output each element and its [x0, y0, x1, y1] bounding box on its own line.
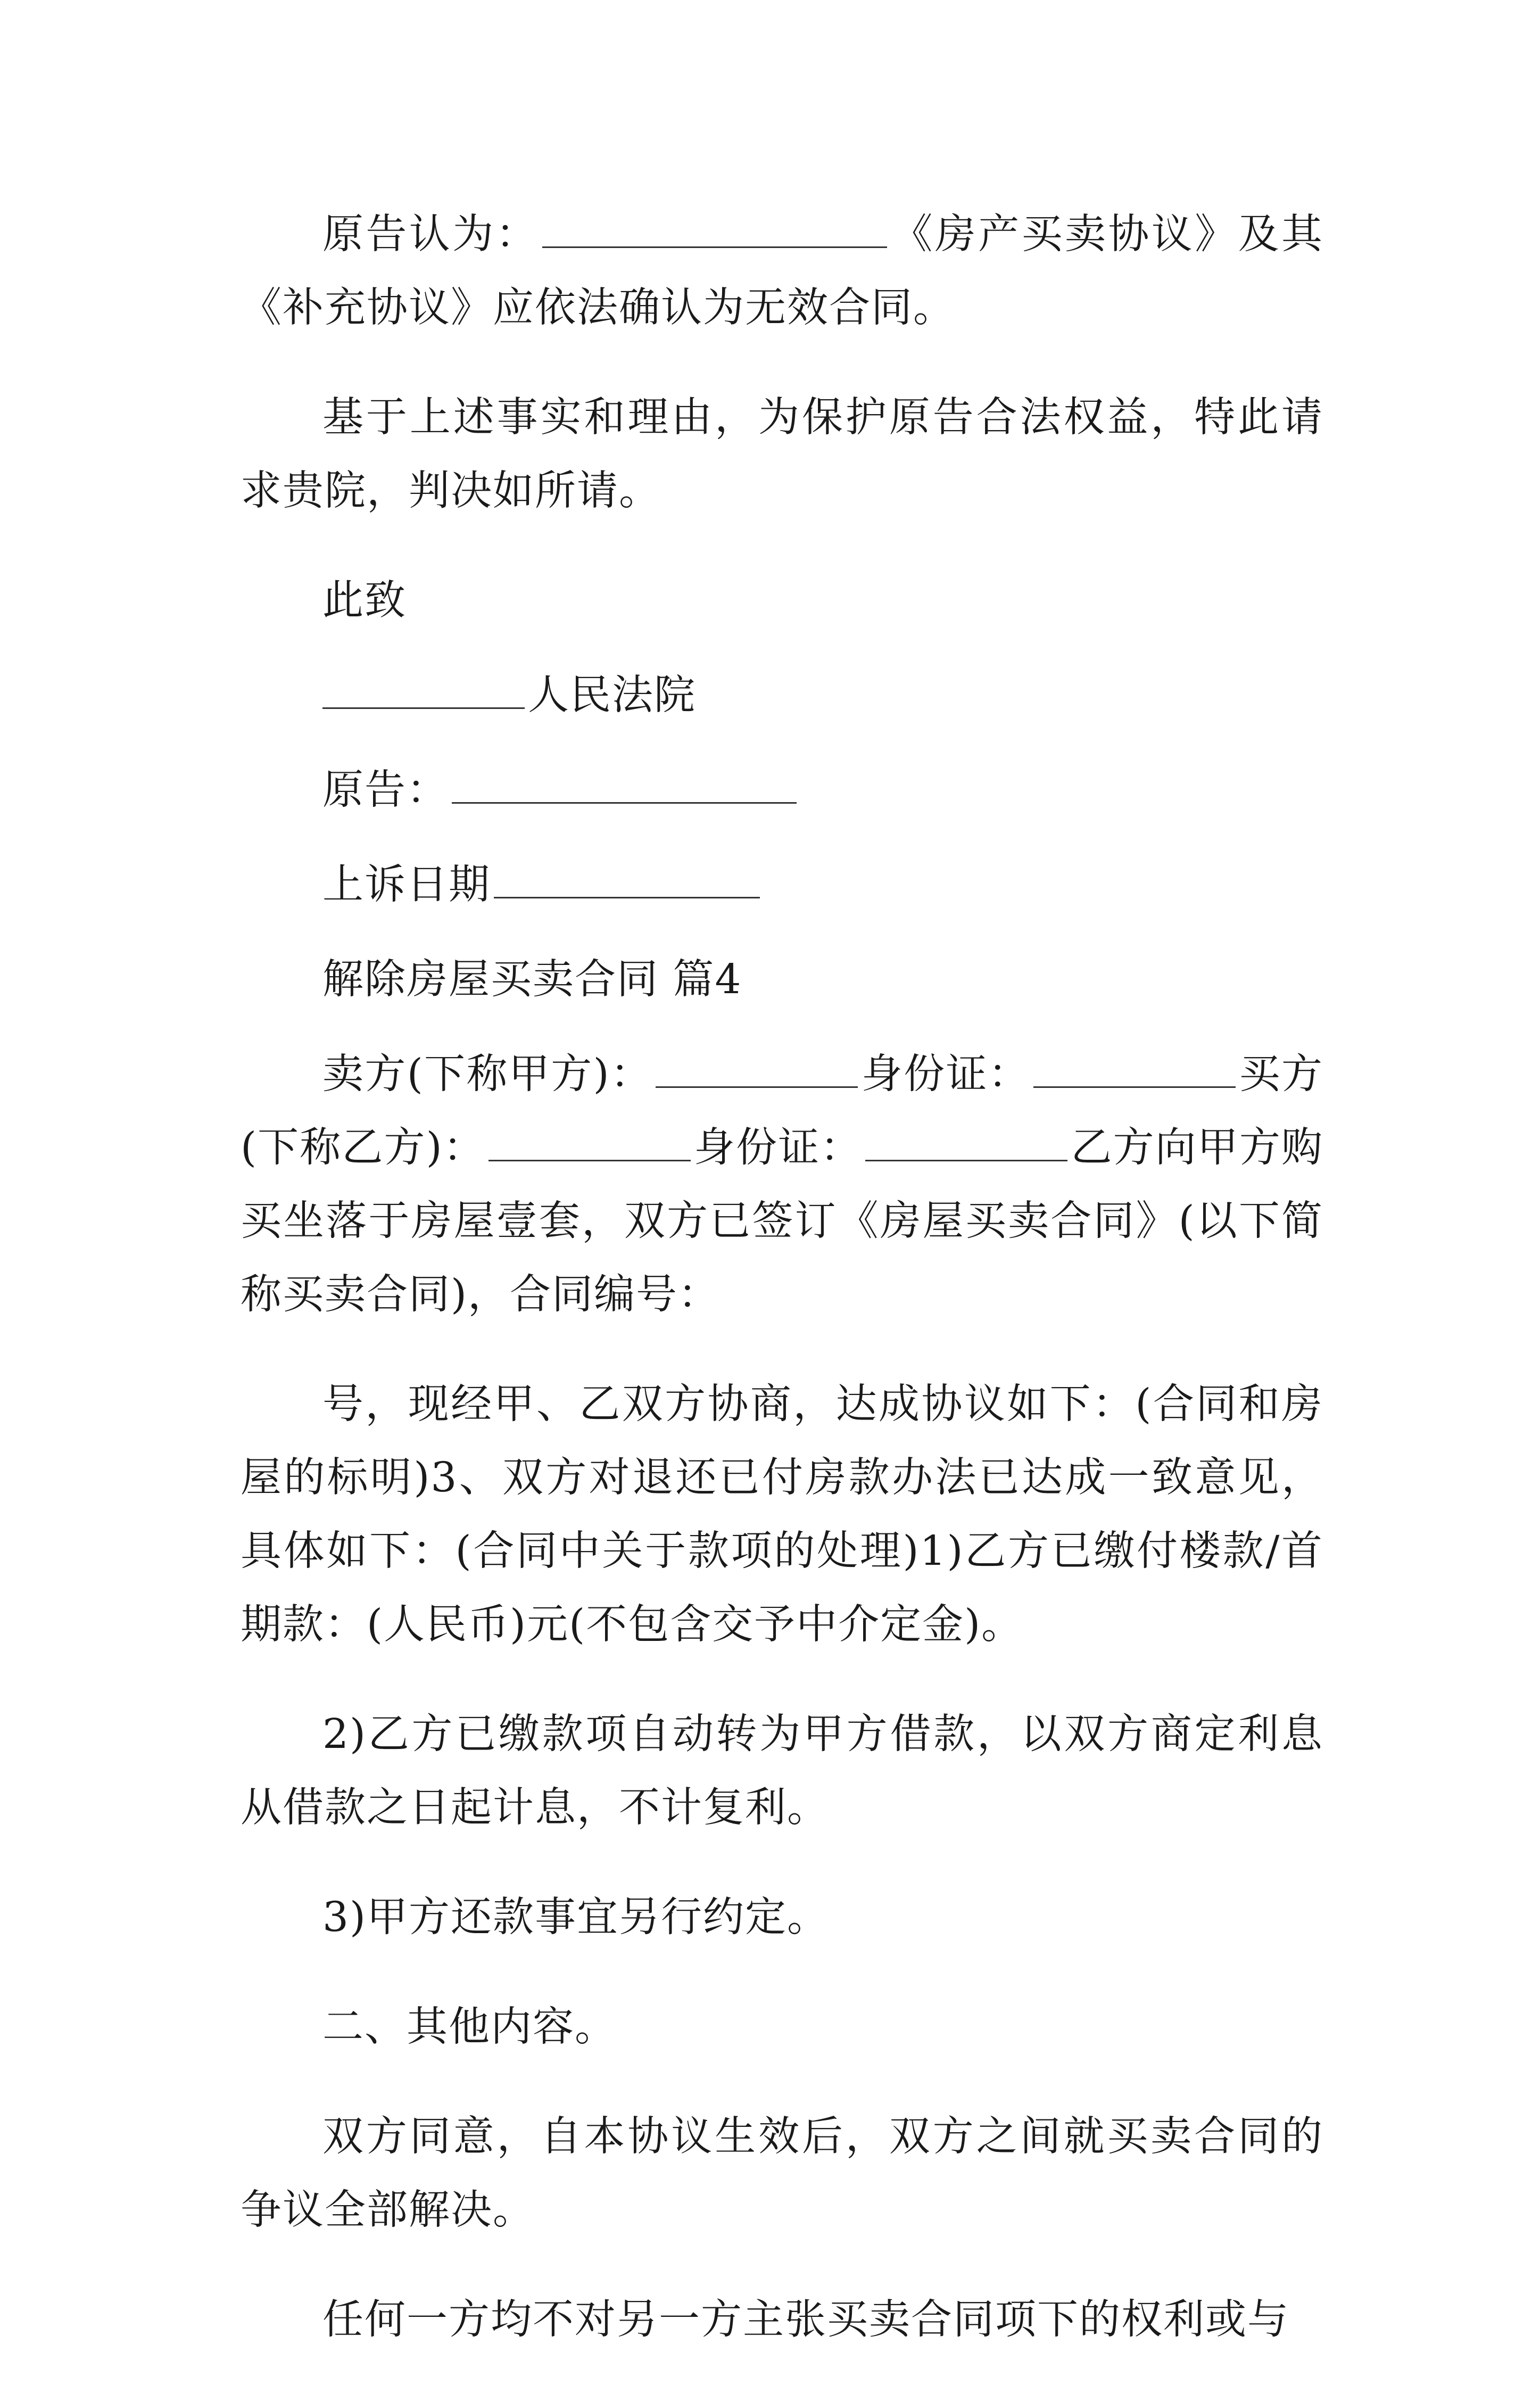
blank-field [322, 664, 525, 709]
paragraph-parties [241, 1038, 1323, 1332]
paragraph-item-2: 2)乙方已缴款项自动转为甲方借款，以双方商定利息从借款之日起计息，不计复利。 [241, 1711, 1323, 1831]
paragraph-item-3: 3)甲方还款事宜另行约定。 [322, 1894, 830, 1941]
paragraph-dispute-resolved: 双方同意，自本协议生效后，双方之间就买卖合同的争议全部解决。 [241, 2113, 1323, 2234]
paragraph-no-claims: 任何一方均不对另一方主张买卖合同项下的权利或与 [322, 2296, 1289, 2344]
blank-field [494, 853, 760, 898]
blank-field [656, 1043, 858, 1088]
blank-field [542, 203, 887, 248]
court-suffix: 人民法院 [528, 672, 696, 719]
parties-text: 乙方向甲方购买坐落于房屋壹套，双方已签订《房屋买卖合同》(以下简称买卖合同)，合同编号： [241, 1124, 1323, 1318]
appeal-date-line [241, 848, 1323, 922]
claim-text: 《房产买卖协议》及其《补充协议》应依法确认为无效合同。 [241, 211, 1323, 332]
blank-field [452, 758, 797, 804]
court-line [241, 659, 1323, 732]
plaintiff-label: 原告： [322, 766, 449, 814]
id-label: 身份证： [861, 1051, 1031, 1098]
plaintiff-signature-line [241, 754, 1323, 827]
salutation: 此致 [322, 577, 407, 624]
blank-field [1033, 1043, 1236, 1088]
paragraph-other: 二、其他内容。 [322, 2003, 617, 2051]
paragraph-plaintiff-claim [241, 198, 1323, 345]
seller-label: 卖方(下称甲方)： [322, 1051, 653, 1098]
appeal-date-label: 上诉日期 [322, 861, 491, 909]
paragraph-request: 基于上述事实和理由，为保护原告合法权益，特此请求贵院，判决如所请。 [241, 394, 1323, 515]
buyer-label: 买方(下称乙方)： [241, 1051, 1324, 1171]
section-heading: 解除房屋买卖合同 篇4 [322, 956, 742, 1003]
blank-field [489, 1116, 691, 1161]
paragraph-agreement: 号，现经甲、乙双方协商，达成协议如下：(合同和房屋的标明)3、双方对退还已付房款办法已达成一致意见，具体如下：(合同中关于款项的处理)1)乙方已缴付楼款/首期款：(人民币)元(不包含交予中介定金)。 [241, 1381, 1323, 1648]
claim-label: 原告认为： [322, 211, 539, 258]
blank-field [865, 1116, 1067, 1161]
id-label: 身份证： [693, 1124, 863, 1171]
document-body [241, 198, 1323, 2393]
